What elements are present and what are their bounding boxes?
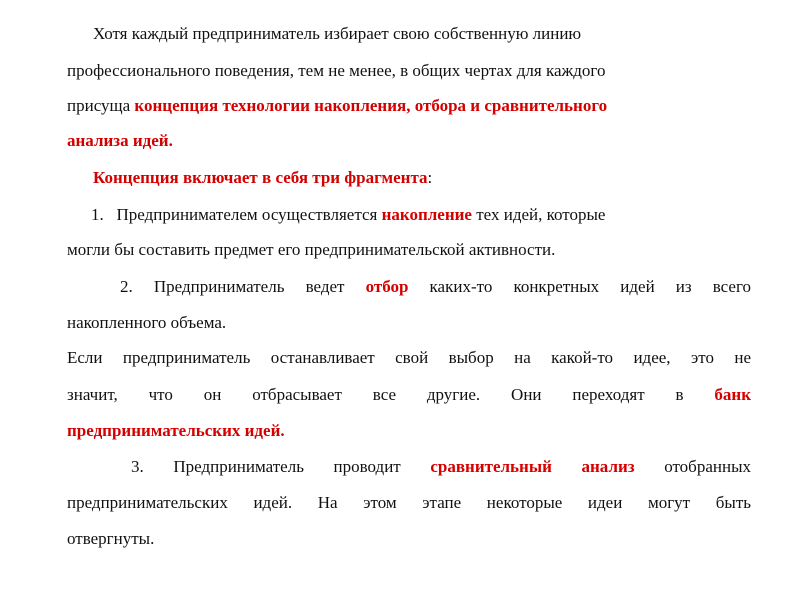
item3-prefix: 3. Предприниматель проводит [131, 457, 431, 476]
item3-line3 [67, 529, 751, 549]
item3-line1 [131, 457, 751, 477]
concept-heading-text: Концепция включает в себя три фрагмента [93, 168, 428, 187]
item3-line3-text: отвергнуты. [67, 529, 155, 548]
concept-highlight-end: анализа идей. [67, 131, 173, 150]
bank-highlight: банк [714, 385, 751, 404]
paragraph1-line2 [67, 61, 751, 81]
bank-paragraph-line1-text: Если предприниматель останавливает свой выбор на какой-то идее, это не [67, 348, 751, 367]
item3-line2-text: предпринимательских идей. На этом этапе некоторые идеи могут быть [67, 493, 751, 512]
concept-heading [93, 168, 753, 188]
item1-line2-text: могли бы составить предмет его предпринимательской активности. [67, 240, 556, 259]
item1-prefix: 1. Предпринимателем осуществляется [91, 205, 382, 224]
item3-highlight: сравнительный анализ [430, 457, 635, 476]
item1-highlight: накопление [381, 205, 472, 224]
item3-line2 [67, 493, 751, 513]
item2-line2 [67, 313, 751, 333]
paragraph1-line2-text: профессионального поведения, тем не менее, в общих чертах для каждого [67, 61, 606, 80]
concept-heading-colon: : [427, 168, 433, 187]
item2-prefix: 2. Предприниматель ведет [120, 277, 366, 296]
paragraph1-line3-prefix: присуща [67, 96, 135, 115]
bank-paragraph-line2 [67, 385, 751, 405]
bank-paragraph-line1 [67, 348, 751, 368]
item2-suffix: каких-то конкретных идей из всего [408, 277, 752, 296]
paragraph1-line1-text: Хотя каждый предприниматель избирает свою собственную линию [93, 24, 582, 43]
concept-highlight: концепция технологии накопления, отбора и сравнительного [134, 96, 608, 115]
paragraph1-line1 [93, 24, 753, 44]
bank-highlight-end: предпринимательских идей. [67, 421, 285, 440]
bank-paragraph-line3 [67, 421, 751, 441]
paragraph1-line4 [67, 131, 751, 151]
item3-suffix: отобранных [634, 457, 751, 476]
item1-suffix: тех идей, которые [471, 205, 606, 224]
item1-line2 [67, 240, 751, 260]
paragraph1-line3 [67, 96, 751, 116]
item2-line2-text: накопленного объема. [67, 313, 227, 332]
item2-highlight: отбор [365, 277, 409, 296]
item2-line1 [120, 277, 751, 297]
bank-paragraph-line2-prefix: значит, что он отбрасывает все другие. Они переходят в [67, 385, 715, 404]
item1-line1 [91, 205, 751, 225]
